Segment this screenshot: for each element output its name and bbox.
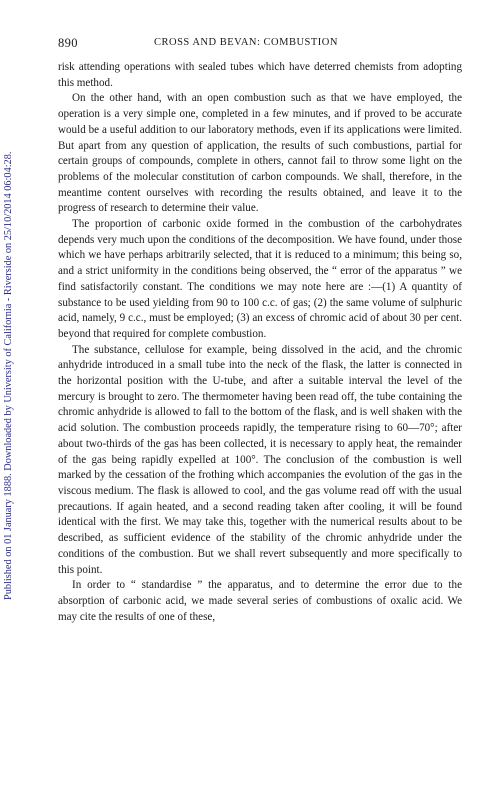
page-number: 890 — [58, 36, 78, 50]
download-notice-text: Published on 01 January 1888. Downloaded by University of California - Riverside on 25/10/2014 06:04:28. — [3, 151, 14, 600]
paragraph-4: The substance, cellulose for example, being dissolved in the acid, and the chromic anhydride introduced in a small tube into the neck of the flask, the latter is connected in the horizontal position with the U-tube, and after a suitable interval the level of the mercury is brought to zero. The thermometer having been read off, the tube containing the chromic anhydride is allowed to fall to the bottom of the flask, and is well shaken with the acid solution. The combustion proceeds rapidly, the temperature rising to 60—70°; after about two-thirds of the gas has been collected, it is necessary to apply heat, the remainder of the gas being rapidly expelled at 100°. The conclusion of the combustion is well marked by the cessation of the frothing which accompanies the evolution of the gas in the viscous medium. The flask is allowed to cool, and the gas volume read off with the usual precautions. If again heated, and a second reading taken after cooling, it will be found identical with the first. We may take this, together with the numerical results about to be described, as sufficient evidence of the stability of the chromic anhydride under the conditions of the combustion. But we shall revert subsequently and more specifically to this point. — [58, 343, 462, 576]
download-notice — [2, 40, 16, 600]
paragraph-5: In order to “ standardise ” the apparatus, and to determine the error due to the absorption of carbonic acid, we made several series of combustions of oxalic acid. We may cite the results of one of these, — [58, 579, 462, 623]
paragraph-1: risk attending operations with sealed tubes which have deterred chemists from adopting this method. — [58, 61, 462, 89]
running-title: CROSS AND BEVAN: COMBUSTION — [154, 37, 338, 48]
page-header — [58, 36, 462, 52]
body-text — [58, 60, 462, 625]
paragraph-3: The proportion of carbonic oxide formed in the combustion of the carbohydrates depends very much upon the conditions of the decomposition. We have found, under those which we have perhaps arbitrarily selected, that it is reduced to a minimum; this being so, and a strict uniformity in the conditions being observed, the “ error of the apparatus ” we find satisfactorily constant. The conditions we may note here are :—(1) A quantity of substance to be used yielding from 90 to 100 c.c. of gas; (2) the same volume of sulphuric acid, namely, 9 c.c., must be employed; (3) an excess of chromic acid of about 30 per cent. beyond that required for complete combustion. — [58, 218, 462, 340]
paragraph-2: On the other hand, with an open combustion such as that we have employed, the operation is a very simple one, completed in a few minutes, and if proved to be accurate would be a useful addition to our laboratory methods, even if its applications were limited. But apart from any question of application, the results of such combustions, partial for certain groups of compounds, complete in others, cannot fail to throw some light on the problems of the molecular constitution of carbon compounds. We shall, therefore, in the meantime content ourselves with recording the results obtained, and leave it to the progress of research to determine their value. — [58, 92, 462, 215]
